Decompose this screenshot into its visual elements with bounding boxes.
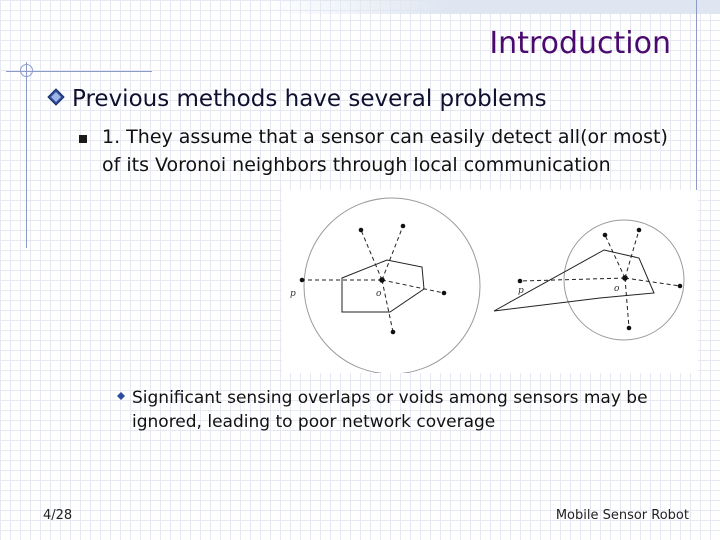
top-decor-band (265, 0, 720, 14)
right-voronoi-diagram (494, 220, 684, 340)
bullet-point-text: 1. They assume that a sensor can easily detect all(or most) of its Voronoi neighbors through local communication (102, 126, 668, 176)
page-number: 4/28 (43, 508, 73, 523)
diamond-bullet-icon (47, 88, 65, 106)
left-label-p: p (290, 289, 296, 299)
voronoi-diagram-figure (282, 190, 698, 373)
footer-text: Mobile Sensor Robot (555, 508, 689, 523)
right-label-o: o (614, 284, 620, 294)
slide-heading: Previous methods have several problems (72, 86, 547, 112)
sub-bullet-text: Significant sensing overlaps or voids among sensors may be ignored, leading to poor network coverage (132, 388, 648, 432)
decor-corner-circle (20, 64, 33, 77)
decor-vertical-line-right (696, 0, 697, 190)
decor-vertical-line-left (26, 62, 27, 248)
square-bullet-icon (79, 135, 87, 143)
small-diamond-bullet-icon (117, 392, 125, 400)
slide-title: Introduction (489, 26, 671, 61)
right-label-p: p (518, 286, 524, 296)
left-voronoi-diagram (290, 198, 480, 373)
left-label-o: o (376, 289, 382, 299)
